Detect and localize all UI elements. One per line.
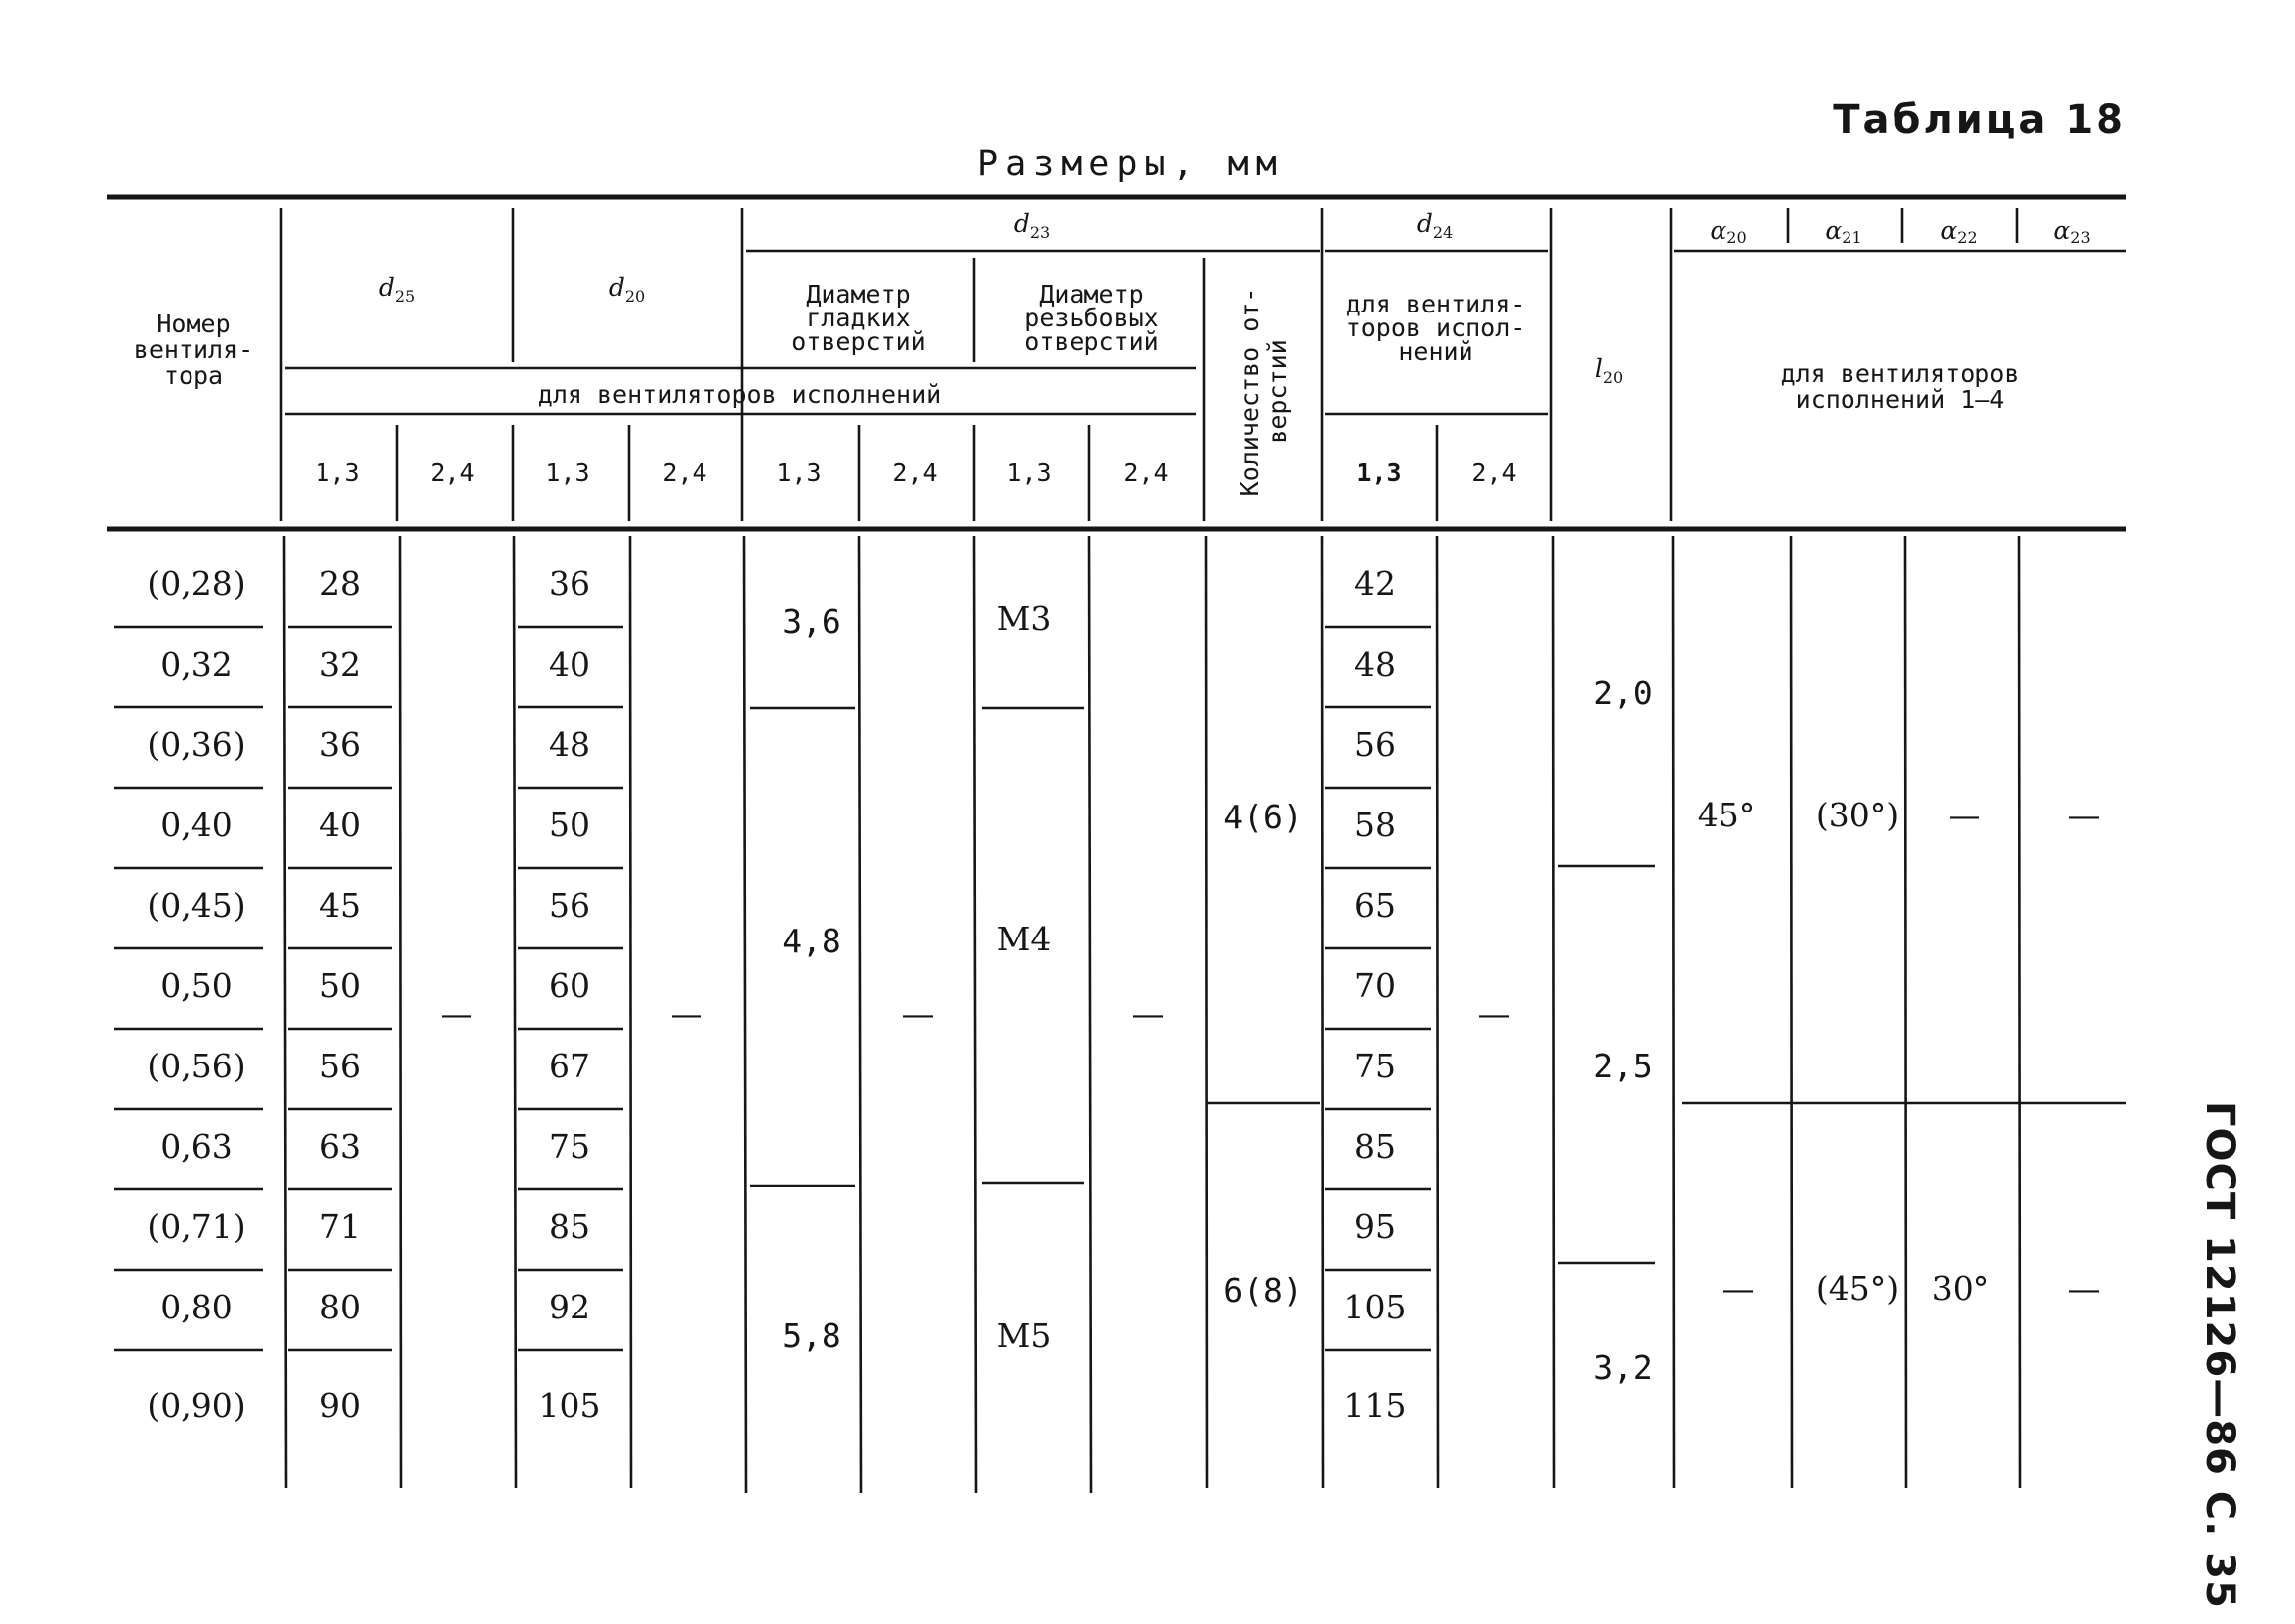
header-d23: d23 — [1013, 209, 1051, 242]
table-row — [114, 886, 1431, 948]
row-fan-number: 0,50 — [160, 966, 233, 1005]
header-alpha-21: α21 — [1825, 216, 1862, 247]
row-d25-value: 50 — [319, 966, 361, 1005]
alpha-21-upper: (30°) — [1815, 796, 1900, 834]
row-fan-number: 0,40 — [160, 806, 233, 844]
exec-label: 2,4 — [1123, 458, 1169, 487]
holes-count-value: 6(8) — [1223, 1271, 1303, 1310]
alpha-20-lower: — — [1721, 1269, 1755, 1308]
row-fan-number: (0,28) — [147, 564, 246, 603]
table-title: Таблица 18 — [1833, 97, 2126, 143]
row-d24-value: 85 — [1354, 1127, 1396, 1166]
table-row — [114, 645, 1431, 707]
row-d25-value: 56 — [319, 1047, 361, 1085]
row-d24-value: 42 — [1354, 564, 1396, 603]
d23-thread-value: М5 — [996, 1316, 1052, 1355]
body-vline — [1437, 536, 1438, 1488]
row-d20-value: 105 — [538, 1386, 601, 1425]
table-row — [114, 725, 1431, 788]
document-side-caption: ГОСТ 12126—86 С. 35 — [2197, 1101, 2242, 1609]
header-d24: d24 — [1416, 209, 1454, 242]
exec-label: 1,3 — [315, 458, 360, 487]
row-fan-number: (0,36) — [147, 725, 246, 764]
body-vline — [744, 536, 746, 1493]
row-fan-number: (0,45) — [147, 886, 246, 925]
d23-thread-value: М4 — [996, 920, 1052, 958]
row-d20-value: 67 — [549, 1047, 590, 1085]
table-row — [114, 966, 1431, 1029]
table-row — [114, 1207, 1431, 1270]
row-d25-value: 90 — [319, 1386, 361, 1425]
body-vline — [859, 536, 861, 1493]
row-d24-value: 48 — [1354, 645, 1396, 684]
alpha-22-lower: 30° — [1931, 1269, 1990, 1308]
body-vline — [974, 536, 976, 1493]
body-vline — [630, 536, 631, 1488]
header-l20: l20 — [1594, 354, 1624, 387]
row-fan-number: (0,56) — [147, 1047, 246, 1085]
l20-value: 2,5 — [1594, 1047, 1653, 1085]
row-d25-value: 80 — [319, 1288, 361, 1326]
row-d20-value: 56 — [549, 886, 590, 925]
row-d24-value: 115 — [1343, 1386, 1407, 1425]
table-row — [114, 1127, 1431, 1189]
header-smooth-holes: Диаметр гладких отверстий — [791, 280, 926, 356]
row-d25-value: 32 — [319, 645, 361, 684]
exec-label: 2,4 — [430, 458, 475, 487]
row-d24-value: 58 — [1354, 806, 1396, 844]
d23-smooth-value: 4,8 — [782, 922, 841, 960]
header-alpha-20: α20 — [1710, 216, 1747, 247]
dash-d24-exec-24: — — [1477, 994, 1511, 1033]
table-row — [114, 564, 1431, 627]
header-holes-count: Количество от-верстий — [1235, 287, 1292, 497]
exec-label: 2,4 — [892, 458, 938, 487]
table-row — [147, 1386, 1406, 1425]
row-d20-value: 50 — [549, 806, 590, 844]
l20-value: 3,2 — [1594, 1348, 1653, 1387]
body-vline — [1791, 536, 1792, 1488]
row-d24-value: 56 — [1354, 725, 1396, 764]
exec-label: 1,3 — [545, 458, 590, 487]
row-d25-value: 63 — [319, 1127, 361, 1166]
row-fan-number: 0,80 — [160, 1288, 233, 1326]
body-vline — [1322, 536, 1323, 1488]
row-d25-value: 40 — [319, 806, 361, 844]
body-vline — [284, 536, 286, 1488]
header-threaded-holes: Диаметр резьбовых отверстий — [1024, 280, 1159, 356]
body-vline — [514, 536, 516, 1488]
row-d20-value: 40 — [549, 645, 590, 684]
row-d25-value: 45 — [319, 886, 361, 925]
alpha-21-lower: (45°) — [1815, 1269, 1900, 1308]
row-fan-number: (0,71) — [147, 1207, 246, 1246]
body-vline — [1905, 536, 1906, 1488]
header-alpha-22: α22 — [1940, 216, 1977, 247]
d23-smooth-value: 5,8 — [782, 1316, 841, 1355]
l20-value: 2,0 — [1594, 674, 1653, 712]
header-alpha-23: α23 — [2053, 216, 2091, 247]
row-d20-value: 85 — [549, 1207, 590, 1246]
exec-label: 2,4 — [662, 458, 707, 487]
exec-label: 2,4 — [1471, 458, 1517, 487]
exec-label: 1,3 — [1006, 458, 1052, 487]
body-vline — [1089, 536, 1091, 1493]
row-d25-value: 28 — [319, 564, 361, 603]
row-d24-value: 65 — [1354, 886, 1396, 925]
header-alpha-note: для вентиляторов исполнений 1—4 — [1780, 359, 2020, 414]
row-d24-value: 95 — [1354, 1207, 1396, 1246]
d23-smooth-value: 3,6 — [782, 602, 841, 641]
body-vline — [2019, 536, 2020, 1488]
row-d24-value: 75 — [1354, 1047, 1396, 1085]
exec-label: 1,3 — [776, 458, 822, 487]
row-d25-value: 71 — [319, 1207, 361, 1246]
header-fan-number: Номер вентиля-тора — [133, 310, 254, 390]
row-fan-number: 0,63 — [160, 1127, 233, 1166]
body-vline — [1553, 536, 1554, 1488]
row-d20-value: 36 — [549, 564, 590, 603]
row-d20-value: 92 — [549, 1288, 590, 1326]
header-d25: d25 — [378, 273, 416, 306]
dash-d23-smooth-exec-24: — — [901, 994, 935, 1033]
d23-thread-value: М3 — [996, 599, 1052, 638]
row-d24-value: 70 — [1354, 966, 1396, 1005]
row-d25-value: 36 — [319, 725, 361, 764]
dash-d25-exec-24: — — [440, 994, 473, 1033]
alpha-23-upper: — — [2067, 796, 2101, 834]
row-d20-value: 48 — [549, 725, 590, 764]
row-d24-value: 105 — [1343, 1288, 1407, 1326]
row-fan-number: 0,32 — [160, 645, 233, 684]
row-d20-value: 60 — [549, 966, 590, 1005]
header-d24-for-fans: для вентиля-торов испол-нений — [1345, 290, 1526, 366]
table-row — [114, 1047, 1431, 1109]
alpha-20-upper: 45° — [1697, 796, 1756, 834]
table-caption: Размеры, мм — [977, 144, 1284, 184]
exec-label: 1,3 — [1356, 458, 1402, 487]
body-vline — [1206, 536, 1207, 1488]
dash-d23-thread-exec-24: — — [1131, 994, 1165, 1033]
header-d20: d20 — [608, 273, 646, 306]
holes-count-value: 4(6) — [1223, 798, 1303, 836]
alpha-22-upper: — — [1948, 796, 1981, 834]
dash-d20-exec-24: — — [670, 994, 703, 1033]
header-for-fans-exec: для вентиляторов исполнений — [537, 380, 942, 409]
alpha-23-lower: — — [2067, 1269, 2101, 1308]
row-d20-value: 75 — [549, 1127, 590, 1166]
row-fan-number: (0,90) — [147, 1386, 246, 1425]
body-vline — [1673, 536, 1674, 1488]
body-vline — [400, 536, 401, 1488]
